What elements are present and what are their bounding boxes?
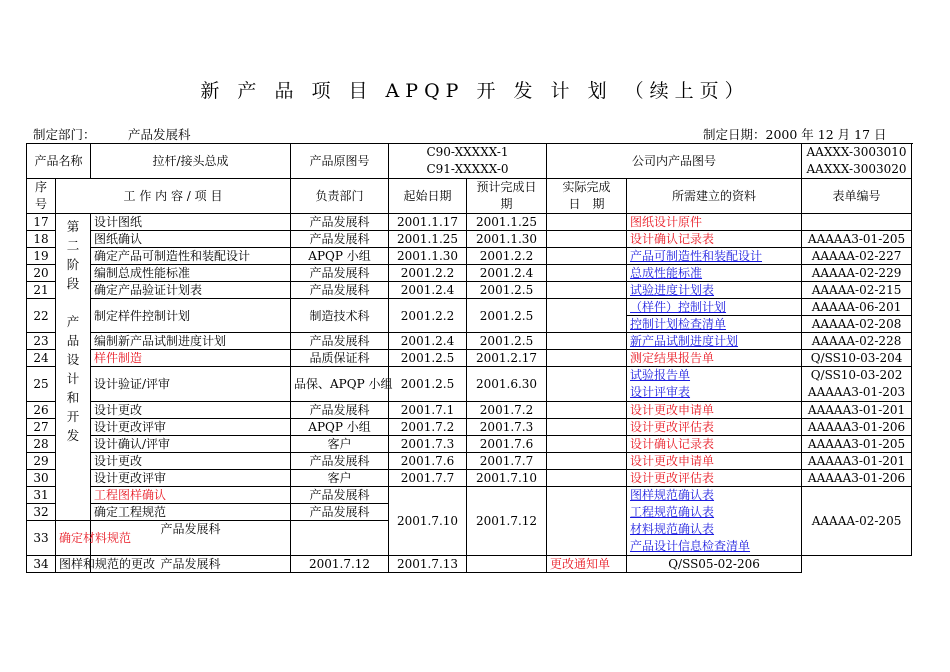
row-item: 确定产品验证计划表 <box>91 282 291 299</box>
table-row <box>27 282 912 299</box>
table-row <box>27 402 912 419</box>
table-row <box>27 487 912 504</box>
table-row <box>27 214 912 231</box>
row-no: 33 <box>27 521 56 556</box>
row-no: 30 <box>27 470 56 487</box>
col-seq <box>27 179 56 214</box>
row-start: 2001.7.6 <box>389 453 467 470</box>
row-form: AAAAA3-01-206 <box>802 470 912 487</box>
row-docs: 设计更改申请单 <box>627 453 802 470</box>
row-docs: 图纸设计原件 <box>627 214 802 231</box>
row-dept: 品质保证科 <box>291 350 389 367</box>
row-start: 2001.7.7 <box>389 470 467 487</box>
row-form: AAAAA3-01-201 <box>802 453 912 470</box>
row-no: 20 <box>27 265 56 282</box>
group-docs <box>627 487 802 556</box>
row-no: 26 <box>27 402 56 419</box>
table-row <box>27 265 912 282</box>
row-item: 设计更改 <box>91 402 291 419</box>
row-dept: 产品发展科 <box>291 265 389 282</box>
row-dept: APQP 小组 <box>291 419 389 436</box>
row-dept: 品保、APQP 小组 <box>291 367 389 402</box>
row-start: 2001.2.5 <box>389 367 467 402</box>
row-item: 设计图纸 <box>91 214 291 231</box>
row-item: 样件制造 <box>91 350 291 367</box>
col-actual-1: 实际完成 <box>562 180 611 194</box>
doc-link[interactable]: 控制计划检查清单 <box>630 317 727 331</box>
row-end: 2001.1.25 <box>467 214 547 231</box>
row-docs: 设计更改评估表 <box>627 419 802 436</box>
col-dept: 负责部门 <box>291 179 389 214</box>
row-actual <box>547 436 627 453</box>
doc-link[interactable]: 图样规范确认表 <box>630 488 715 502</box>
col-planned-1: 预计完成日 <box>476 180 537 194</box>
row-start: 2001.2.2 <box>389 299 467 333</box>
row-item: 设计更改评审 <box>91 419 291 436</box>
plan-table <box>26 143 912 573</box>
row-form: AAAAA-02-229 <box>802 265 912 282</box>
table-row <box>27 453 912 470</box>
doc-link[interactable]: 产品设计信息检查清单 <box>630 539 751 553</box>
table-row <box>27 419 912 436</box>
doc-link[interactable]: 试验进度计划表 <box>630 283 715 297</box>
row-actual <box>547 419 627 436</box>
row-end: 2001.2.17 <box>467 350 547 367</box>
row-item: 图纸确认 <box>91 231 291 248</box>
row-actual <box>547 248 627 265</box>
orig-drawing-numbers <box>389 144 547 179</box>
col-planned-2: 期 <box>500 197 513 211</box>
row-actual <box>547 367 627 402</box>
orig-drawing-2: C91-XXXXX-0 <box>426 162 509 176</box>
row-item: 设计更改 <box>91 453 291 470</box>
row-start: 2001.7.1 <box>389 402 467 419</box>
row-docs: 测定结果报告单 <box>627 350 802 367</box>
row-dept: 产品发展科 <box>91 556 291 573</box>
internal-drawing-label: 公司内产品图号 <box>547 144 802 179</box>
row-actual <box>547 470 627 487</box>
row-dept: APQP 小组 <box>291 248 389 265</box>
orig-drawing-label: 产品原图号 <box>291 144 389 179</box>
row-dept: 产品发展科 <box>291 282 389 299</box>
row-no: 24 <box>27 350 56 367</box>
row-no: 19 <box>27 248 56 265</box>
internal-drawing-1: AAXXX-3003010 <box>806 145 907 159</box>
row-start: 2001.7.3 <box>389 436 467 453</box>
row-dept: 制造技术科 <box>291 299 389 333</box>
doc-link[interactable]: 试验报告单 <box>630 368 691 382</box>
row-form: AAAAA-02-215 <box>802 282 912 299</box>
col-actual <box>547 179 627 214</box>
row-dept: 产品发展科 <box>291 402 389 419</box>
row-item: 设计确认/评审 <box>91 436 291 453</box>
row-no: 18 <box>27 231 56 248</box>
row-actual <box>547 402 627 419</box>
table-row <box>27 436 912 453</box>
row-no: 22 <box>27 299 56 333</box>
row-no: 27 <box>27 419 56 436</box>
row-item: 设计验证/评审 <box>91 367 291 402</box>
row-actual <box>467 556 547 573</box>
row-start: 2001.1.17 <box>389 214 467 231</box>
row-dept: 产品发展科 <box>291 453 389 470</box>
row-item: 确定材料规范 <box>56 521 91 556</box>
row-end: 2001.7.7 <box>467 453 547 470</box>
col-actual-2: 日 期 <box>568 197 605 211</box>
row-dept: 产品发展科 <box>291 214 389 231</box>
row-end: 2001.2.5 <box>467 299 547 333</box>
row-end: 2001.2.2 <box>467 248 547 265</box>
col-work: 工 作 内 容 / 项 目 <box>56 179 291 214</box>
row-form: Q/SS10-03-204 <box>802 350 912 367</box>
row-actual <box>547 265 627 282</box>
row-docs <box>627 367 802 402</box>
row-item: 确定产品可制造性和装配设计 <box>91 248 291 265</box>
row-form-1: Q/SS10-03-202 <box>810 368 903 382</box>
row-dept: 产品发展科 <box>291 487 389 504</box>
row-no: 17 <box>27 214 56 231</box>
row-actual <box>547 333 627 350</box>
doc-link[interactable]: （样件）控制计划 <box>630 300 727 314</box>
row-form: AAAAA-02-208 <box>802 316 912 333</box>
row-dept: 客户 <box>291 436 389 453</box>
table-row <box>27 248 912 265</box>
col-start: 起始日期 <box>389 179 467 214</box>
row-end: 2001.6.30 <box>467 367 547 402</box>
row-item: 编制总成性能标准 <box>91 265 291 282</box>
row-docs: 设计更改评估表 <box>627 470 802 487</box>
dept-value: 产品发展科 <box>128 127 191 142</box>
doc-link[interactable]: 新产品试制进度计划 <box>630 334 739 348</box>
row-no: 34 <box>27 556 56 573</box>
row-end: 2001.1.30 <box>467 231 547 248</box>
row-form-2: AAAAA3-01-203 <box>807 385 906 399</box>
row-actual <box>547 214 627 231</box>
group-start: 2001.7.10 <box>389 487 467 556</box>
table-row <box>27 333 912 350</box>
row-start: 2001.2.5 <box>389 350 467 367</box>
date-label: 制定日期：2000 年 12 月 17 日 <box>703 127 887 142</box>
row-no: 28 <box>27 436 56 453</box>
col-form: 表单编号 <box>802 179 912 214</box>
row-docs: 更改通知单 <box>547 556 627 573</box>
row-end: 2001.2.4 <box>467 265 547 282</box>
col-planned <box>467 179 547 214</box>
row-form: AAAAA-06-201 <box>802 299 912 316</box>
row-start: 2001.2.4 <box>389 282 467 299</box>
page-title: 新 产 品 项 目 APQP 开 发 计 划 （续上页） <box>200 80 750 102</box>
row-dept: 产品发展科 <box>291 333 389 350</box>
row-form: AAAAA3-01-205 <box>802 436 912 453</box>
row-item: 编制新产品试制进度计划 <box>91 333 291 350</box>
product-name: 拉杆/接头总成 <box>91 144 291 179</box>
row-end: 2001.2.5 <box>467 333 547 350</box>
col-seq-2: 号 <box>34 197 47 211</box>
row-actual <box>547 453 627 470</box>
row-end: 2001.2.5 <box>467 282 547 299</box>
row-start: 2001.1.25 <box>389 231 467 248</box>
dept-label: 制定部门： <box>33 127 96 142</box>
table-row <box>27 350 912 367</box>
row-start: 2001.1.30 <box>389 248 467 265</box>
row-docs: 设计更改申请单 <box>627 402 802 419</box>
stage-label: 第 二 阶 段 产 品 设 计 和 开 发 <box>56 214 91 521</box>
table-row <box>27 299 912 316</box>
doc-link[interactable]: 总成性能标准 <box>630 266 703 280</box>
row-actual <box>547 282 627 299</box>
row-start: 2001.7.12 <box>291 556 389 573</box>
info-row <box>27 144 912 179</box>
row-dept: 产品发展科 <box>291 504 389 521</box>
doc-link[interactable]: 工程规范确认表 <box>630 505 715 519</box>
row-no: 23 <box>27 333 56 350</box>
row-item: 设计更改评审 <box>91 470 291 487</box>
product-name-label: 产品名称 <box>27 144 91 179</box>
internal-drawing-2: AAXXX-3003020 <box>806 162 907 176</box>
col-docs: 所需建立的资料 <box>627 179 802 214</box>
internal-drawing-numbers <box>802 144 912 179</box>
row-form: AAAAA-02-227 <box>802 248 912 265</box>
row-dept: 客户 <box>291 470 389 487</box>
table-row <box>27 231 912 248</box>
table-row <box>27 556 912 573</box>
row-end: 2001.7.3 <box>467 419 547 436</box>
row-start: 2001.2.2 <box>389 265 467 282</box>
row-dept: 产品发展科 <box>91 521 291 556</box>
row-no: 21 <box>27 282 56 299</box>
row-start: 2001.2.4 <box>389 333 467 350</box>
row-no: 29 <box>27 453 56 470</box>
row-form: AAAAA3-01-206 <box>802 419 912 436</box>
row-item: 确定工程规范 <box>91 504 291 521</box>
row-no: 25 <box>27 367 56 402</box>
group-end: 2001.7.12 <box>467 487 547 556</box>
row-no: 31 <box>27 487 56 504</box>
row-end: 2001.7.6 <box>467 436 547 453</box>
row-actual <box>547 299 627 333</box>
row-form: AAAAA3-01-201 <box>802 402 912 419</box>
row-form <box>802 214 912 231</box>
row-dept: 产品发展科 <box>291 231 389 248</box>
column-header-row <box>27 179 912 214</box>
row-actual <box>547 350 627 367</box>
row-form: AAAAA3-01-205 <box>802 231 912 248</box>
row-item: 图样和规范的更改 <box>56 556 91 573</box>
row-end: 2001.7.2 <box>467 402 547 419</box>
row-item: 制定样件控制计划 <box>91 299 291 333</box>
group-form: AAAAA-02-205 <box>802 487 912 556</box>
col-seq-1: 序 <box>34 180 47 194</box>
row-no: 32 <box>27 504 56 521</box>
row-item: 工程图样确认 <box>91 487 291 504</box>
row-form: Q/SS05-02-206 <box>627 556 802 573</box>
row-end: 2001.7.10 <box>467 470 547 487</box>
doc-link[interactable]: 材料规范确认表 <box>630 522 715 536</box>
doc-link[interactable]: 设计评审表 <box>630 385 691 399</box>
row-docs: 设计确认记录表 <box>627 231 802 248</box>
doc-link[interactable]: 产品可制造性和装配设计 <box>630 249 763 263</box>
row-end: 2001.7.13 <box>389 556 467 573</box>
row-form <box>802 367 912 402</box>
row-docs: 设计确认记录表 <box>627 436 802 453</box>
row-form: AAAAA-02-228 <box>802 333 912 350</box>
row-actual <box>547 231 627 248</box>
row-start: 2001.7.2 <box>389 419 467 436</box>
group-actual <box>547 487 627 556</box>
table-row <box>27 470 912 487</box>
orig-drawing-1: C90-XXXXX-1 <box>426 145 509 159</box>
